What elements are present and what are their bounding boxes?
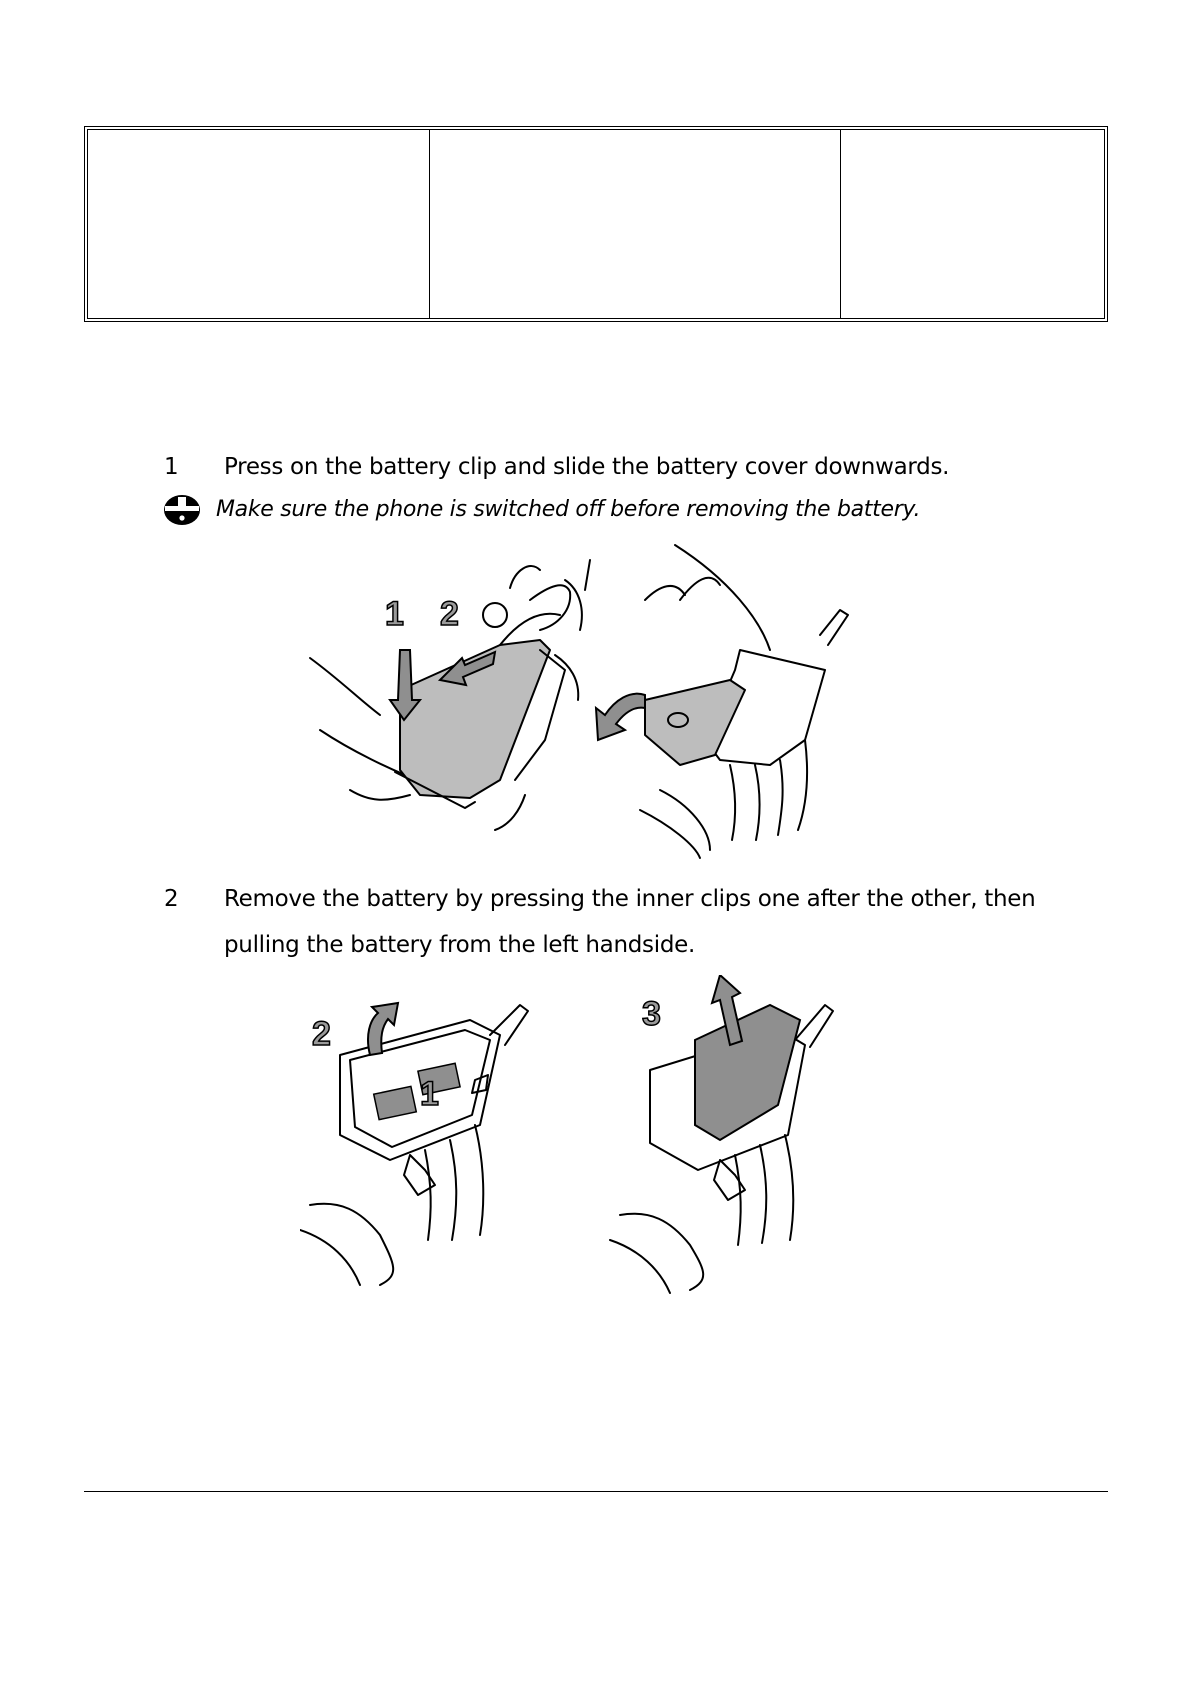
step-text: Remove the battery by pressing the inner clips one after the other, then pulling the battery from the left handside. [224,886,1036,958]
warning-text: Make sure the phone is switched off before removing the battery. [216,497,921,522]
step-2 [164,876,1064,968]
step-number: 1 [164,454,179,480]
header-cell-left [88,130,428,318]
header-cell-middle [429,130,841,318]
battery-cover-illustration [300,540,900,860]
battery-removal-illustration [300,975,900,1295]
illustration-marker-1: 1 [385,595,404,633]
header-table [84,126,1108,322]
header-cell-right [840,130,1104,318]
step-number: 2 [164,886,179,912]
step-text: Press on the battery clip and slide the battery cover downwards. [224,454,950,480]
footer-divider [84,1491,1108,1492]
illustration-marker-1: 1 [420,1075,439,1113]
warning-icon [162,493,202,527]
illustration-marker-3: 3 [642,995,661,1033]
illustration-marker-2: 2 [440,595,459,633]
illustration-marker-2: 2 [312,1015,331,1053]
